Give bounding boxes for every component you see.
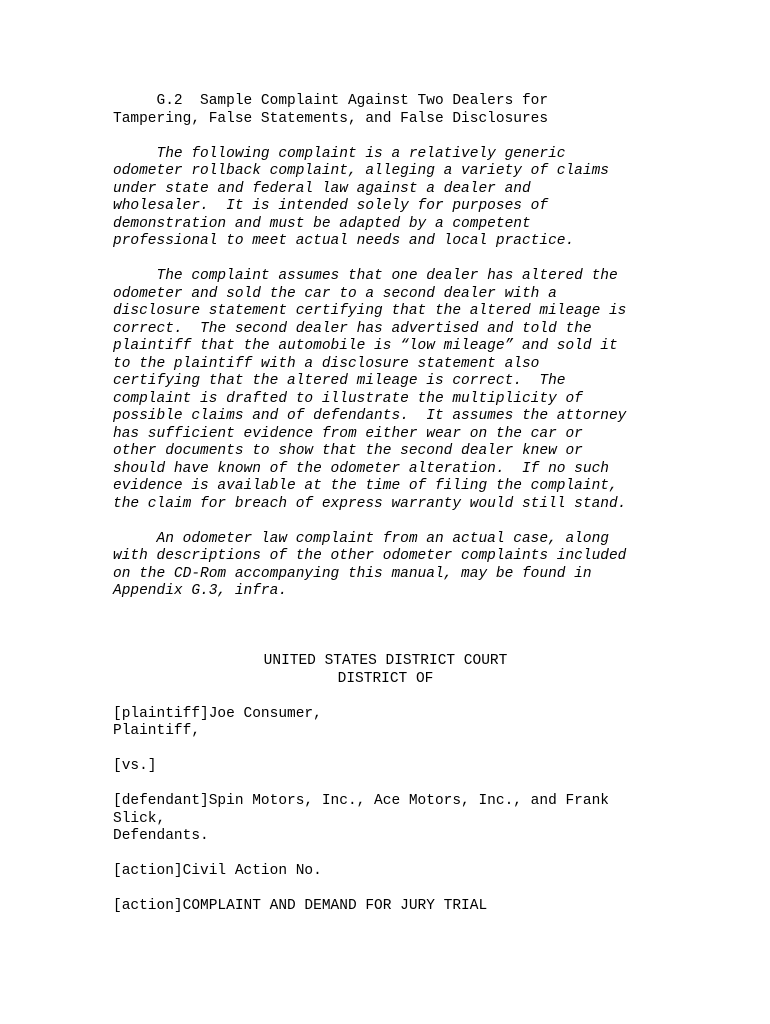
text-line: complaint is drafted to illustrate the multiplicity of <box>113 390 583 407</box>
text-line: with descriptions of the other odometer complaints included <box>113 548 627 564</box>
case-caption <box>113 706 673 916</box>
text-line: other documents to show that the second dealer knew or <box>113 443 583 459</box>
text-line: disclosure statement certifying that the altered mileage is <box>113 303 627 319</box>
document-page <box>113 93 673 916</box>
versus-label: [vs.] <box>113 758 157 774</box>
text-line: to the plaintiff with a disclosure statement also <box>113 355 540 372</box>
text-line: has sufficient evidence from either wear on the car or <box>113 425 583 442</box>
intro-paragraph-3 <box>113 531 673 601</box>
text-line: odometer rollback complaint, alleging a variety of claims <box>113 163 609 179</box>
text-line: plaintiff that the automobile is “low mileage” and sold it <box>113 338 618 354</box>
intro-paragraph-2 <box>113 268 673 513</box>
text-line: under state and federal law against a dealer and <box>113 180 531 197</box>
text-line: wholesaler. It is intended solely for purposes of <box>113 198 549 214</box>
text-line: demonstration and must be adapted by a competent <box>113 215 531 232</box>
defendant-names-continued: Slick, <box>113 810 166 827</box>
text-line: An odometer law complaint from an actual case, along <box>113 530 609 547</box>
court-heading <box>113 653 673 688</box>
text-line: professional to meet actual needs and local practice. <box>113 233 575 249</box>
text-line: should have known of the odometer alteration. If no such <box>113 460 609 477</box>
defendant-role: Defendants. <box>113 828 209 844</box>
court-district: DISTRICT OF <box>337 670 434 687</box>
text-line: evidence is available at the time of filing the complaint, <box>113 478 618 494</box>
civil-action-number: [action]Civil Action No. <box>113 863 322 879</box>
text-line: on the CD-Rom accompanying this manual, may be found in <box>113 565 592 582</box>
defendant-names: [defendant]Spin Motors, Inc., Ace Motors, Inc., and Frank <box>113 793 609 809</box>
text-line: possible claims and of defendants. It assumes the attorney <box>113 408 627 424</box>
heading-line-1: G.2 Sample Complaint Against Two Dealers for <box>113 93 549 109</box>
text-line: Appendix G.3, infra. <box>113 583 288 599</box>
text-line: certifying that the altered mileage is correct. The <box>113 373 566 389</box>
court-name: UNITED STATES DISTRICT COURT <box>263 653 508 669</box>
heading-line-2: Tampering, False Statements, and False Disclosures <box>113 110 549 127</box>
plaintiff-name: [plaintiff]Joe Consumer, <box>113 705 322 722</box>
text-line: odometer and sold the car to a second dealer with a <box>113 285 557 302</box>
complaint-title: [action]COMPLAINT AND DEMAND FOR JURY TRIAL <box>113 898 488 914</box>
text-line: correct. The second dealer has advertised and told the <box>113 320 592 337</box>
intro-paragraph-1 <box>113 146 673 251</box>
plaintiff-role: Plaintiff, <box>113 723 201 739</box>
text-line: The complaint assumes that one dealer has altered the <box>113 268 618 284</box>
text-line: The following complaint is a relatively generic <box>113 145 566 162</box>
text-line: the claim for breach of express warranty would still stand. <box>113 495 627 512</box>
document-heading <box>113 93 673 128</box>
